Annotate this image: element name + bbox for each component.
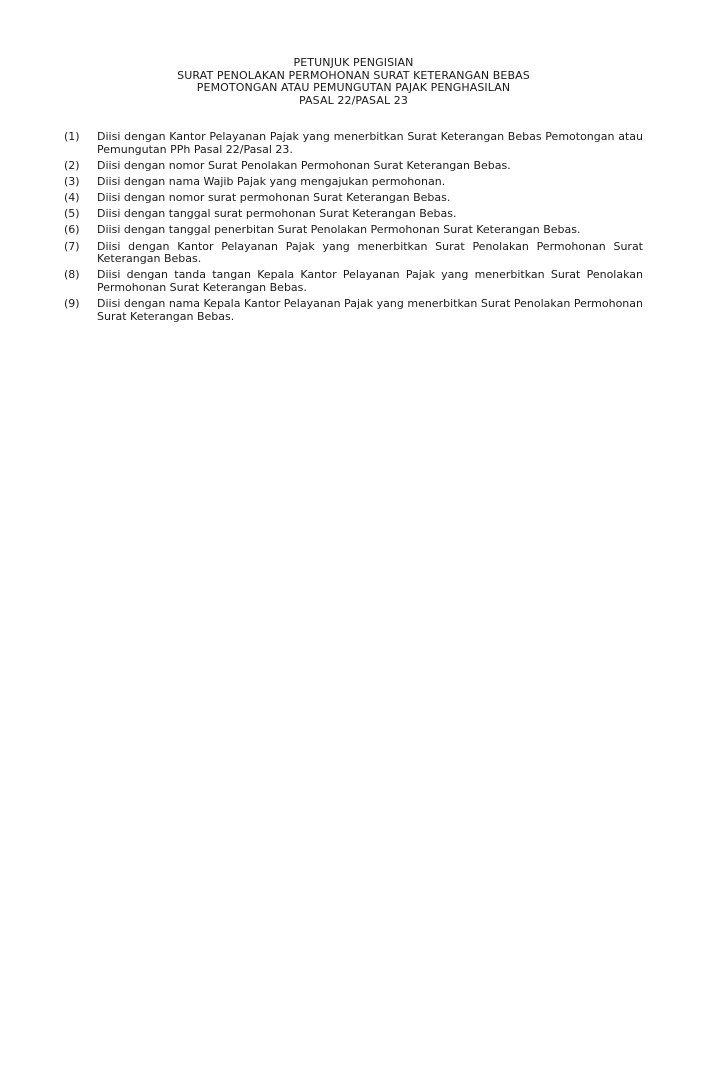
item-text: Diisi dengan tanggal surat permohonan Surat Keterangan Bebas.	[97, 207, 457, 221]
item-number: (8)	[64, 268, 80, 282]
document-title	[0, 57, 707, 107]
item-number: (5)	[64, 207, 80, 221]
list-item	[64, 131, 643, 156]
item-text: Diisi dengan nama Kepala Kantor Pelayanan Pajak yang menerbitkan Surat Penolakan Permohonan Surat Keterangan Bebas.	[97, 296, 643, 323]
item-number: (7)	[64, 239, 80, 253]
item-text: Diisi dengan tanda tangan Kepala Kantor Pelayanan Pajak yang menerbitkan Surat Penolakan Permohonan Surat Keterangan Bebas.	[97, 268, 643, 294]
instruction-list	[64, 131, 643, 323]
item-number: (4)	[64, 191, 80, 205]
item-text: Diisi dengan Kantor Pelayanan Pajak yang menerbitkan Surat Penolakan Permohonan Surat Keterangan Bebas.	[97, 239, 643, 266]
item-number: (2)	[64, 159, 80, 173]
list-item	[64, 192, 643, 205]
title-line-4: PASAL 22/PASAL 23	[299, 93, 408, 107]
item-text: Diisi dengan Kantor Pelayanan Pajak yang menerbitkan Surat Keterangan Bebas Pemotongan atau Pemungutan PPh Pasal 22/Pasal 23.	[97, 130, 643, 156]
item-number: (3)	[64, 175, 80, 189]
title-line-1: PETUNJUK PENGISIAN	[293, 56, 414, 69]
item-number: (1)	[64, 130, 80, 144]
list-item	[64, 208, 643, 221]
list-item	[64, 241, 643, 266]
title-line-2: SURAT PENOLAKAN PERMOHONAN SURAT KETERANGAN BEBAS	[177, 68, 530, 82]
item-text: Diisi dengan tanggal penerbitan Surat Penolakan Permohonan Surat Keterangan Bebas.	[97, 223, 581, 237]
item-text: Diisi dengan nomor surat permohonan Surat Keterangan Bebas.	[97, 191, 451, 205]
item-number: (6)	[64, 223, 80, 237]
item-number: (9)	[64, 296, 80, 310]
title-line-3: PEMOTONGAN ATAU PEMUNGUTAN PAJAK PENGHASILAN	[196, 81, 511, 95]
list-item	[64, 160, 643, 173]
list-item	[64, 224, 643, 237]
list-item	[64, 298, 643, 323]
item-text: Diisi dengan nama Wajib Pajak yang mengajukan permohonan.	[97, 175, 446, 189]
list-item	[64, 269, 643, 294]
item-text: Diisi dengan nomor Surat Penolakan Permohonan Surat Keterangan Bebas.	[97, 159, 511, 173]
list-item	[64, 176, 643, 189]
